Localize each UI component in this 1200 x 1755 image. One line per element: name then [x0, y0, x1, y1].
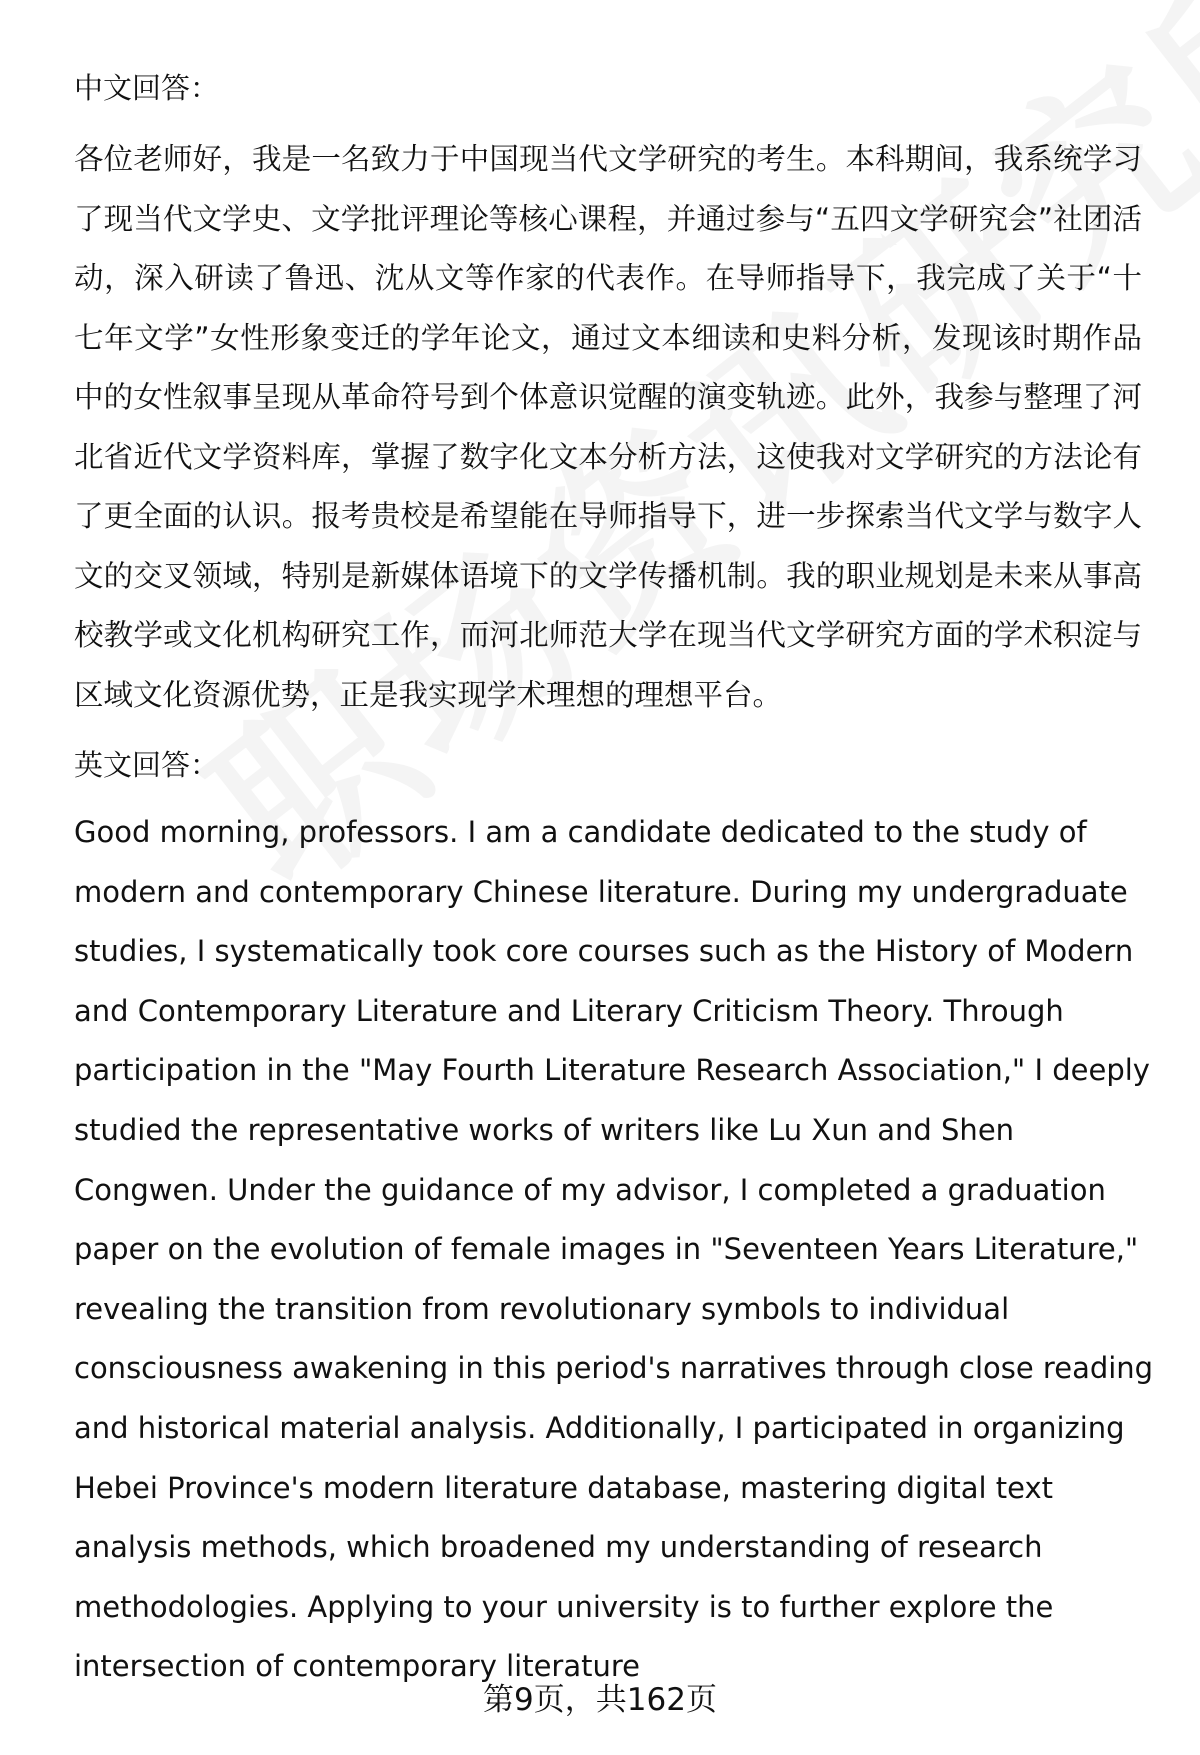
page-number: 第9页，共162页: [483, 1682, 717, 1718]
chinese-answer-label: 中文回答：: [74, 71, 220, 105]
chinese-answer-body: 各位老师好，我是一名致力于中国现当代文学研究的考生。本科期间，我系统学习了现当代文学史、文学批评理论等核心课程，并通过参与“五四文学研究会”社团活动，深入研读了鲁迅、沈从文等作家的代表作。在导师指导下，我完成了关于“十七年文学”女性形象变迁的学年论文，通过文本细读和史料分析，发现该时期作品中的女性叙事呈现从革命符号到个体意识觉醒的演变轨迹。此外，我参与整理了河北省近代文学资料库，掌握了数字化文本分析方法，这使我对文学研究的方法论有了更全面的认识。报考贵校是希望能在导师指导下，进一步探索当代文学与数字人文的交叉领域，特别是新媒体语境下的文学传播机制。我的职业规划是未来从事高校教学或文化机构研究工作，而河北师范大学在现当代文学研究方面的学术积淀与区域文化资源优势，正是我实现学术理想的理想平台。: [74, 142, 1142, 712]
english-answer-label: 英文回答：: [74, 748, 220, 782]
english-answer-body: Good morning, professors. I am a candidate dedicated to the study of modern and contemporary Chinese literature. During my undergraduate studies, I systematically took core courses such as the History of Modern and Contemporary Literature and Literary Criticism Theory. Through participation in the "May Fourth Literature Research Association," I deeply studied the representative works of writers like Lu Xun and Shen Congwen. Under the guidance of my advisor, I completed a graduation paper on the evolution of female images in "Seventeen Years Literature," revealing the transition from revolutionary symbols to individual consciousness awakening in this period's narratives through close reading and historical material analysis. Additionally, I participated in organizing Hebei Province's modern literature database, mastering digital text analysis methods, which broadened my understanding of research methodologies. Applying to your university is to further explore the intersection of contemporary literature: [74, 815, 1154, 1684]
